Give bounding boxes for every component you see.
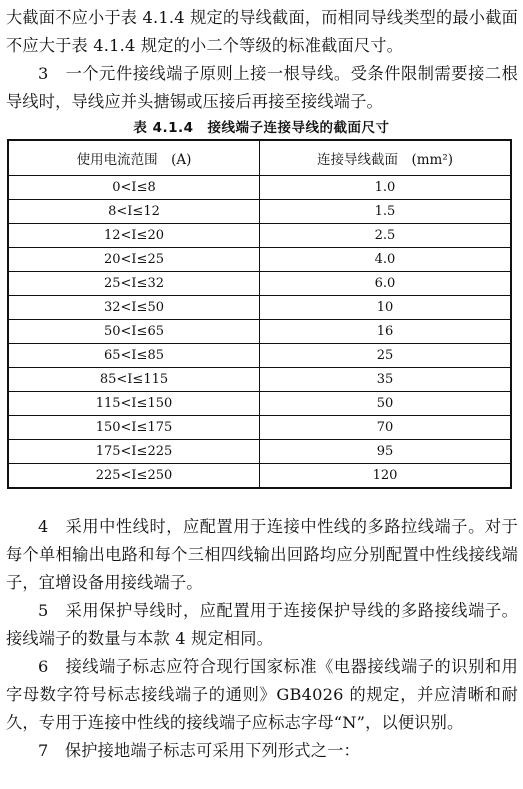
table-header-row (8, 140, 511, 176)
conductor-section-cell: 25 (260, 344, 512, 368)
table-row (8, 248, 511, 272)
conductor-section-cell: 35 (260, 368, 512, 392)
conductor-section-cell: 70 (260, 416, 512, 440)
paragraph-continuation: 大截面不应小于表 4.1.4 规定的导线截面，而相同导线类型的最小截面不应大于表 4.1.4 规定的小二个等级的标准截面尺寸。 (6, 8, 518, 55)
conductor-section-cell: 10 (260, 296, 512, 320)
conductor-section-cell: 6.0 (260, 272, 512, 296)
table-row (8, 224, 511, 248)
current-range-cell: 115<I≤150 (8, 392, 260, 416)
current-range-cell: 225<I≤250 (8, 464, 260, 489)
table-row (8, 200, 511, 224)
table-row (8, 464, 511, 489)
table-row (8, 392, 511, 416)
table-row (8, 296, 511, 320)
paragraph-item-6: 6 接线端子标志应符合现行国家标准《电器接线端子的识别和用字母数字符号标志接线端子的通则》GB4026 的规定，并应清晰和耐久，专用于连接中性线的接线端子应标志字母“N”，以便识别。 (6, 657, 518, 732)
table-caption: 表 4.1.4 接线端子连接导线的截面尺寸 (133, 120, 390, 136)
conductor-section-cell: 50 (260, 392, 512, 416)
table-row (8, 176, 511, 200)
header-conductor-section: 连接导线截面 (mm²) (260, 140, 512, 176)
current-range-cell: 175<I≤225 (8, 440, 260, 464)
conductor-section-cell: 95 (260, 440, 512, 464)
table-row (8, 320, 511, 344)
current-range-cell: 32<I≤50 (8, 296, 260, 320)
table-row (8, 368, 511, 392)
conductor-section-cell: 1.5 (260, 200, 512, 224)
current-range-cell: 0<I≤8 (8, 176, 260, 200)
table-row (8, 440, 511, 464)
current-range-cell: 65<I≤85 (8, 344, 260, 368)
current-range-cell: 20<I≤25 (8, 248, 260, 272)
conductor-section-cell: 16 (260, 320, 512, 344)
conductor-section-cell: 1.0 (260, 176, 512, 200)
current-range-cell: 85<I≤115 (8, 368, 260, 392)
table-row (8, 416, 511, 440)
header-current-range: 使用电流范围 (A) (8, 140, 260, 176)
conductor-section-table (7, 139, 512, 489)
current-range-cell: 50<I≤65 (8, 320, 260, 344)
conductor-section-cell: 4.0 (260, 248, 512, 272)
table-row (8, 272, 511, 296)
current-range-cell: 150<I≤175 (8, 416, 260, 440)
current-range-cell: 12<I≤20 (8, 224, 260, 248)
conductor-section-cell: 120 (260, 464, 512, 489)
paragraph-item-4: 4 采用中性线时，应配置用于连接中性线的多路拉线端子。对于每个单相输出电路和每个三相四线输出回路均应分别配置中性线接线端子，宜增设备用接线端子。 (6, 517, 518, 592)
paragraph-item-3: 3 一个元件接线端子原则上接一根导线。受条件限制需要接二根导线时，导线应并头搪锡或压接后再接至接线端子。 (6, 64, 518, 111)
paragraph-item-7: 7 保护接地端子标志可采用下列形式之一： (38, 741, 360, 760)
table-row (8, 344, 511, 368)
paragraph-item-5: 5 采用保护导线时，应配置用于连接保护导线的多路接线端子。接线端子的数量与本款 4 规定相同。 (6, 601, 518, 648)
conductor-section-cell: 2.5 (260, 224, 512, 248)
current-range-cell: 8<I≤12 (8, 200, 260, 224)
current-range-cell: 25<I≤32 (8, 272, 260, 296)
